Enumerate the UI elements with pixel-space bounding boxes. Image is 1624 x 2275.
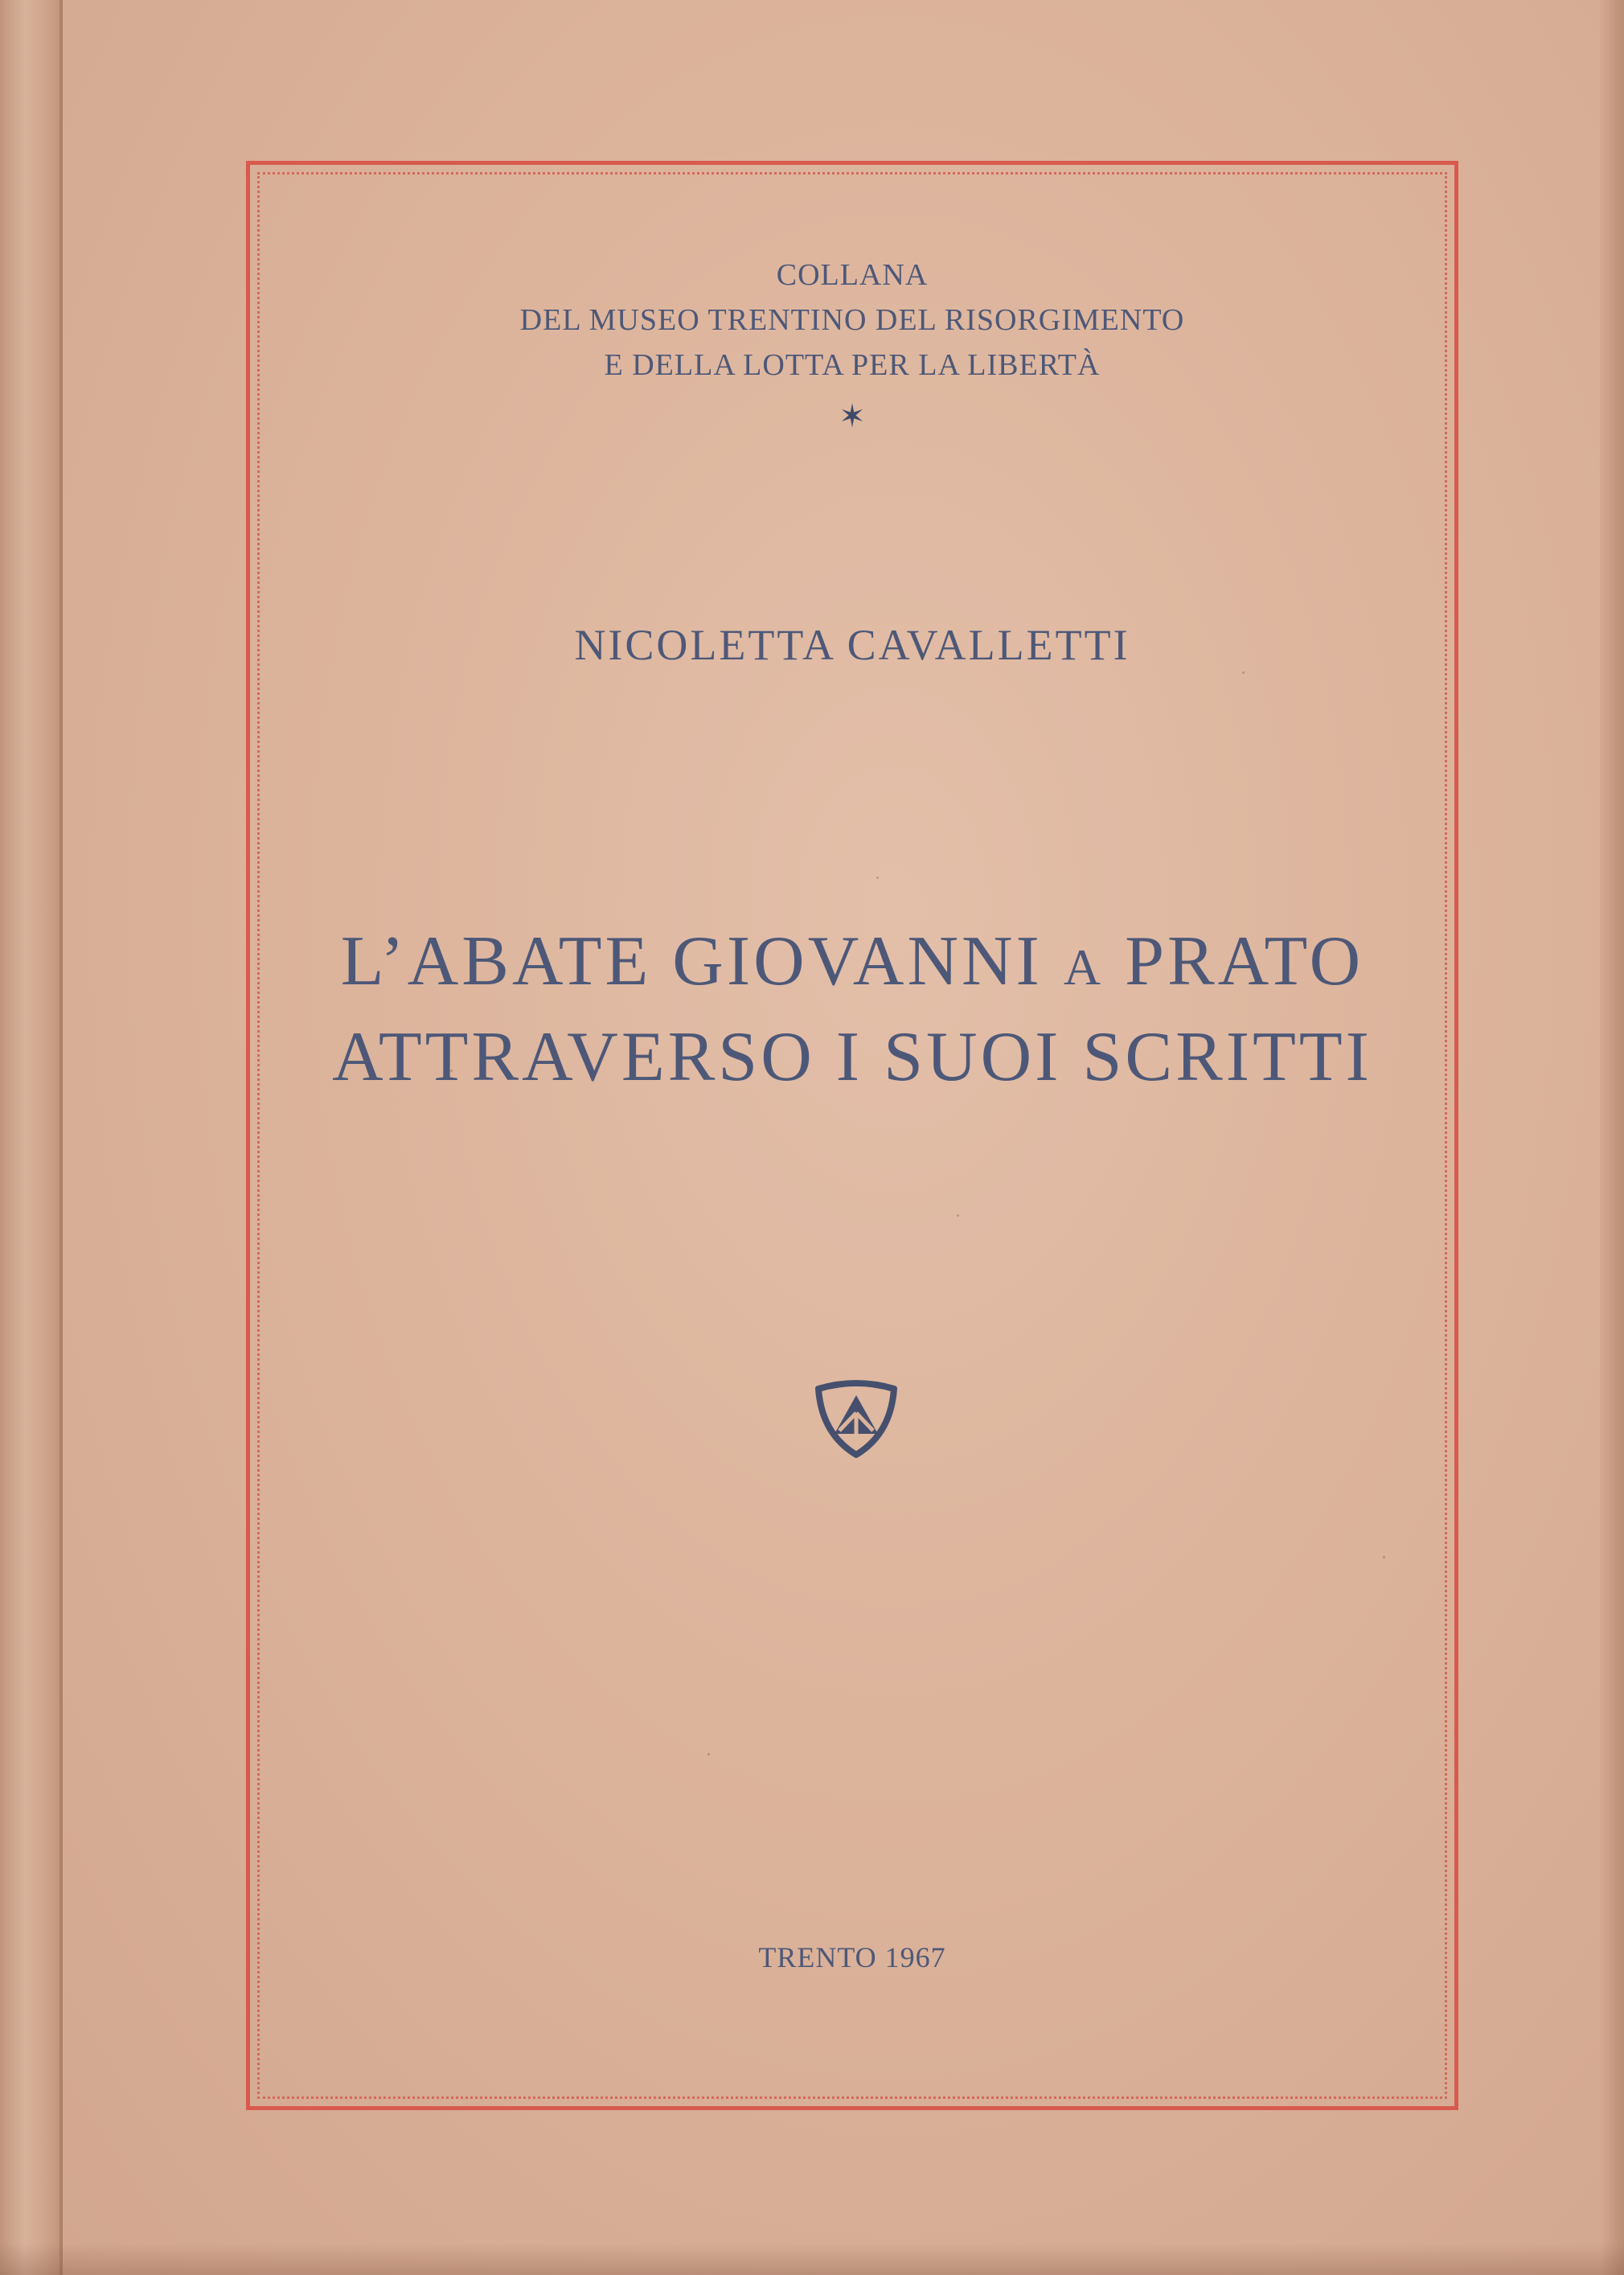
title-small-a: A xyxy=(1063,938,1105,996)
series-heading xyxy=(257,253,1447,388)
book-spine xyxy=(0,0,63,2275)
triangle-shield-emblem-icon xyxy=(812,1371,900,1460)
title-line-2: ATTRAVERSO I SUOI SCRITTI xyxy=(332,1018,1372,1096)
spine-fold-line xyxy=(59,0,63,2275)
title-line-1 xyxy=(257,917,1447,1012)
book-title xyxy=(257,917,1447,1103)
cover-bottom-shadow xyxy=(0,2243,1624,2275)
star-ornament-icon: ✶ xyxy=(839,398,866,434)
title-line-1-end: PRATO xyxy=(1104,922,1364,1000)
series-line-3: E DELLA LOTTA PER LA LIBERTÀ xyxy=(604,348,1101,382)
series-line-1: COLLANA xyxy=(776,258,929,292)
cover-right-edge xyxy=(1600,0,1624,2275)
imprint-place-year: TRENTO 1967 xyxy=(758,1941,946,1973)
author-name: NICOLETTA CAVALLETTI xyxy=(574,621,1130,669)
decorative-frame-inner xyxy=(257,172,1447,2099)
series-line-2: DEL MUSEO TRENTINO DEL RISORGIMENTO xyxy=(519,303,1185,337)
title-line-1-start: L’ABATE GIOVANNI xyxy=(340,922,1064,1000)
